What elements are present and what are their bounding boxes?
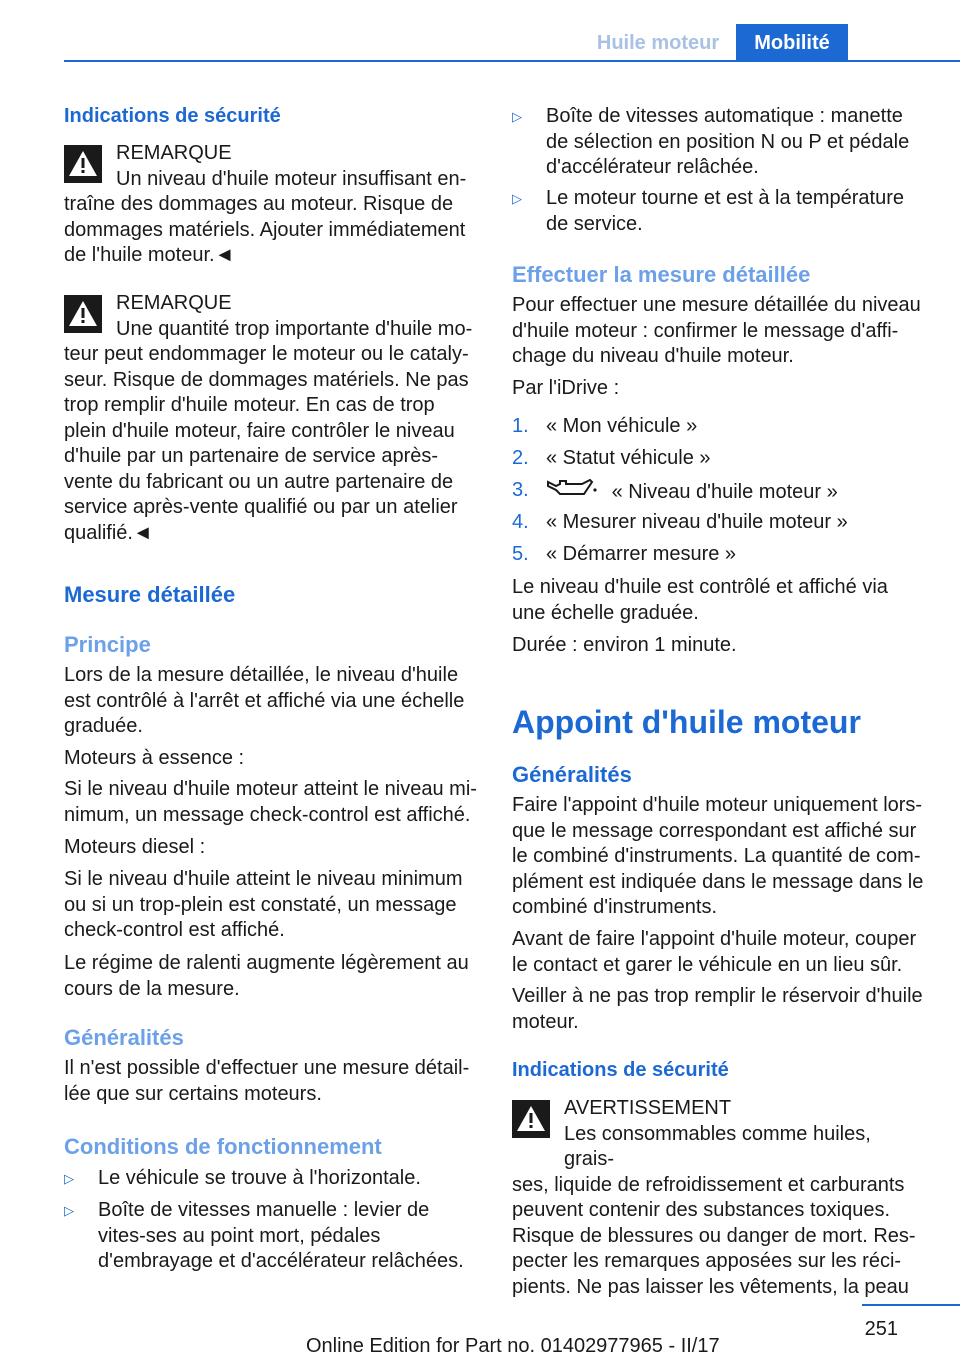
bullet-triangle-icon: ▷	[64, 1171, 74, 1186]
list-item: ▷ Boîte de vitesses automatique : manette de sélection en position N ou P et pédale d'accélérateur relâchée.	[512, 105, 910, 178]
list-item: 1. « Mon véhicule »	[512, 415, 698, 437]
list-item: 3. « Niveau d'huile moteur »	[512, 478, 926, 508]
subheading-generalites: Généralités	[64, 1025, 184, 1050]
warning-text: ses, liquide de refroidissement et carburants peuvent contenir des substances toxiques. Risque de blessures ou danger de mort. Res-pecter les remarques apposées sur les réci-pients. Ne pas laisser les vêtements, la peau	[512, 1173, 916, 1298]
warning-text: traîne des dommages au moteur. Risque de dommages matériels. Ajouter immédiatement de l'huile moteur.◄	[64, 193, 466, 266]
bullet-triangle-icon: ▷	[512, 191, 522, 206]
list-item: 2. « Statut véhicule »	[512, 447, 711, 469]
subheading-generalites: Généralités	[512, 762, 632, 787]
warning-text-line1: Un niveau d'huile moteur insuffisant en-	[116, 167, 467, 190]
list-item: 4. « Mesurer niveau d'huile moteur »	[512, 511, 848, 533]
warning-label: REMARQUE	[116, 292, 232, 314]
warning-label: REMARQUE	[116, 142, 232, 164]
warning-text: teur peut endommager le moteur ou le cataly-seur. Risque de dommages matériels. Ne pas trop remplir d'huile moteur. En cas de trop plein d'huile moteur, faire contrôler le niveau d'huile par un partenaire de service après-vente du fabricant ou un autre partenaire de service après-vente qualifié ou par un atelier qualifié.◄	[64, 343, 469, 544]
ralenti-text: Le régime de ralenti augmente légèrement au cours de la mesure.	[64, 952, 469, 1000]
safety-heading: Indications de sécurité	[64, 105, 281, 127]
effectuer-text: Pour effectuer une mesure détaillée du niveau d'huile moteur : confirmer le message d'affi-chage du niveau d'huile moteur.	[512, 294, 921, 367]
list-item: 5. « Démarrer mesure »	[512, 543, 737, 565]
subheading-effectuer: Effectuer la mesure détaillée	[512, 262, 811, 287]
footer-rule	[862, 1304, 960, 1306]
tab-huile-moteur[interactable]: Huile moteur	[596, 32, 720, 54]
subheading-principe: Principe	[64, 632, 151, 657]
header-rule	[64, 60, 960, 62]
essence-label: Moteurs à essence :	[64, 747, 245, 769]
bullet-triangle-icon: ▷	[512, 109, 522, 124]
section-heading-mesure: Mesure détaillée	[64, 582, 236, 607]
subheading-conditions: Conditions de fonctionnement	[64, 1134, 382, 1159]
avant-text: Avant de faire l'appoint d'huile moteur, couper le contact et garer le véhicule en un lieu sûr.	[512, 928, 917, 976]
duree-text: Durée : environ 1 minute.	[512, 634, 737, 656]
edition-footer: Online Edition for Part no. 01402977965 - II/17	[306, 1335, 720, 1357]
warning-triangle-icon	[512, 1100, 550, 1138]
section-heading-appoint: Appoint d'huile moteur	[512, 704, 861, 740]
warning-box-2	[64, 291, 478, 546]
oil-can-icon	[546, 478, 598, 508]
veiller-text: Veiller à ne pas trop remplir le réservoir d'huile moteur.	[512, 985, 923, 1033]
warning-triangle-icon	[64, 295, 102, 333]
controle-text: Le niveau d'huile est contrôlé et affiché via une échelle graduée.	[512, 576, 888, 624]
tab-mobilite[interactable]: Mobilité	[736, 24, 848, 62]
idrive-label: Par l'iDrive :	[512, 377, 620, 399]
warning-box-1	[64, 141, 478, 269]
warning-label: AVERTISSEMENT	[564, 1097, 732, 1119]
bullet-triangle-icon: ▷	[64, 1203, 74, 1218]
essence-text: Si le niveau d'huile moteur atteint le niveau mi-nimum, un message check-control est affiché.	[64, 778, 477, 826]
list-item: ▷ Boîte de vitesses manuelle : levier de vites-ses au point mort, pédales d'embrayage et d'accélérateur relâchées.	[64, 1199, 464, 1272]
generalites-text: Il n'est possible d'effectuer une mesure détail-lée que sur certains moteurs.	[64, 1057, 470, 1105]
principe-text: Lors de la mesure détaillée, le niveau d'huile est contrôlé à l'arrêt et affiché via une échelle graduée.	[64, 664, 465, 737]
diesel-label: Moteurs diesel :	[64, 836, 206, 858]
warning-triangle-icon	[64, 145, 102, 183]
safety-heading: Indications de sécurité	[512, 1059, 729, 1081]
warning-text-line1: Les consommables comme huiles, grais-	[564, 1122, 871, 1170]
page-number: 251	[864, 1318, 898, 1340]
diesel-text: Si le niveau d'huile atteint le niveau minimum ou si un trop-plein est constaté, un message check-control est affiché.	[64, 868, 463, 941]
generalites-text: Faire l'appoint d'huile moteur uniquement lors-que le message correspondant est affiché sur le combiné d'instruments. La quantité de com-plément est indiquée dans le message dans le combiné d'instruments.	[512, 794, 924, 918]
list-item: ▷ Le moteur tourne et est à la température de service.	[512, 187, 904, 235]
warning-text-line1: Une quantité trop importante d'huile mo-	[116, 317, 473, 340]
warning-box-3	[512, 1096, 926, 1300]
list-item: ▷ Le véhicule se trouve à l'horizontale.	[64, 1166, 478, 1192]
